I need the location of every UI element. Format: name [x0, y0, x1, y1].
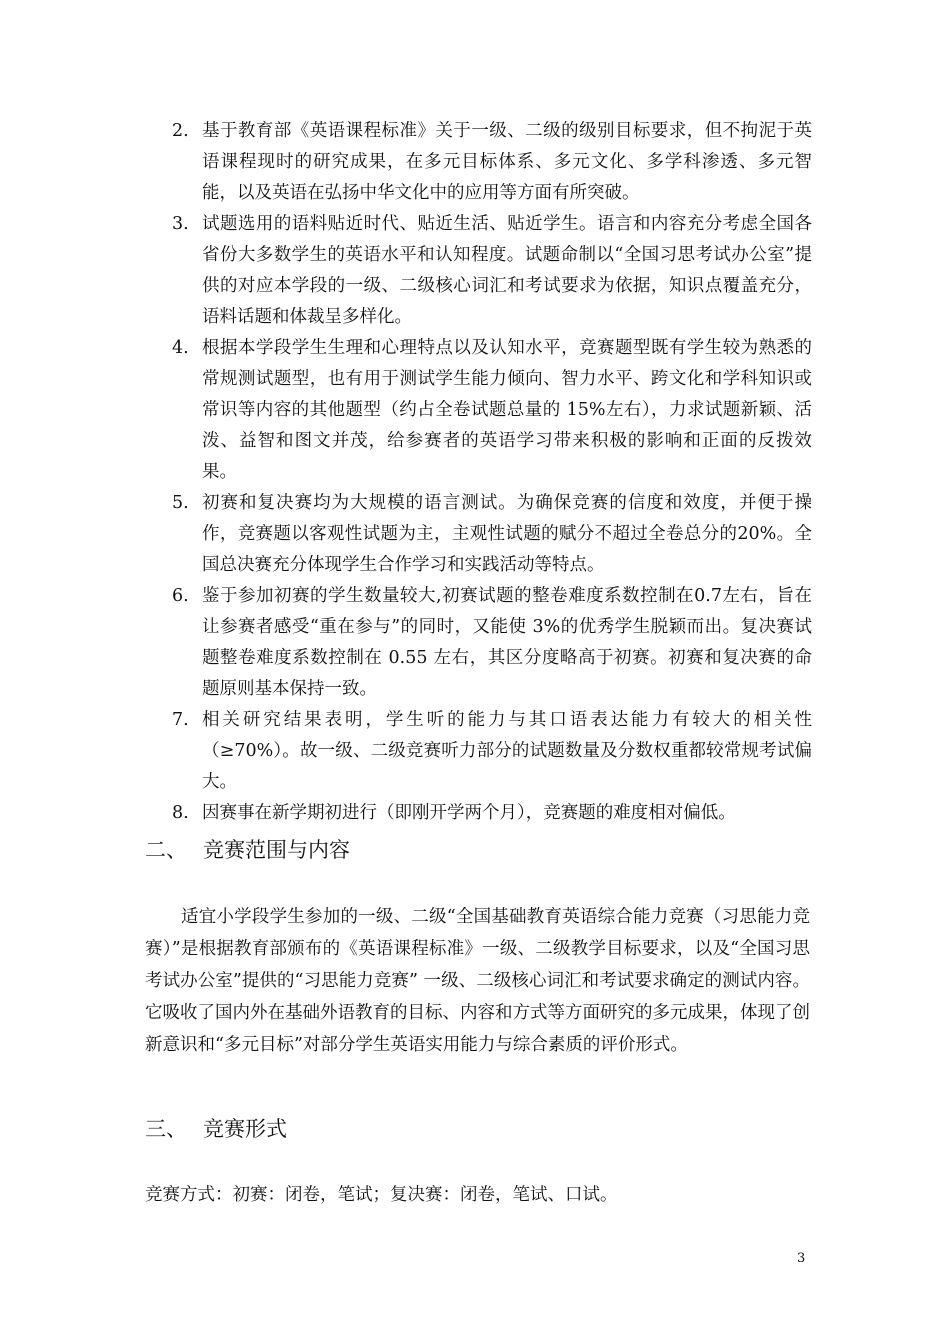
list-item-number: 7. [172, 710, 189, 730]
list-item-text: 初赛和复决赛均为大规模的语言测试。为确保竞赛的信度和效度，并便于操作，竞赛题以客观性试题为主，主观性试题的赋分不超过全卷总分的20%。全国总决赛充分体现学生合作学习和实践活动等特点。 [202, 493, 812, 575]
list-item-number: 2. [172, 121, 189, 141]
section-paragraph: 适宜小学段学生参加的一级、二级“全国基础教育英语综合能力竞赛（习思能力竞赛）”是根据教育部颁布的《英语课程标准》一级、二级教学目标要求，以及“全国习思考试办公室”提供的“习思能力竞赛” 一级、二级核心词汇和考试要求确定的测试内容。它吸收了国内外在基础外语教育的目标、内容和方式等方面研究的多元成果，体现了创新意识和“多元目标”对部分学生英语实用能力与综合素质的评价形式。 [145, 907, 810, 1055]
list-item-text: 相关研究结果表明，学生听的能力与其口语表达能力有较大的相关性（≥70%）。故一级、二级竞赛听力部分的试题数量及分数权重都较常规考试偏大。 [202, 710, 812, 792]
section-number: 三、 [145, 1117, 187, 1141]
principles-list [172, 116, 812, 829]
list-item-text: 鉴于参加初赛的学生数量较大,初赛试题的整卷难度系数控制在0.7左右，旨在让参赛者感受“重在参与”的同时，又能使 3%的优秀学生脱颖而出。复决赛试题整卷难度系数控制在 0.55 左右，其区分度略高于初赛。初赛和复决赛的命题原则基本保持一致。 [202, 586, 812, 699]
list-item [172, 116, 812, 209]
list-item-number: 8. [172, 803, 189, 823]
list-item [172, 798, 812, 829]
section-title: 竞赛范围与内容 [203, 838, 350, 862]
list-item-number: 4. [172, 338, 189, 358]
section-heading-format [145, 1113, 287, 1143]
section-heading-scope [145, 834, 350, 864]
list-item-number: 5. [172, 493, 189, 513]
list-item [172, 488, 812, 581]
list-item-text: 根据本学段学生生理和心理特点以及认知水平，竞赛题型既有学生较为熟悉的常规测试题型，也有用于测试学生能力倾向、智力水平、跨文化和学科知识或常识等内容的其他题型（约占全卷试题总量的 15%左右），力求试题新颖、活泼、益智和图文并茂，给参赛者的英语学习带来积极的影响和正面的反拨效果。 [202, 338, 812, 482]
list-item-number: 6. [172, 586, 189, 606]
list-item [172, 581, 812, 705]
section-title: 竞赛形式 [203, 1117, 287, 1141]
list-item-text: 因赛事在新学期初进行（即刚开学两个月），竞赛题的难度相对偏低。 [202, 803, 736, 823]
list-item [172, 209, 812, 333]
list-item [172, 705, 812, 798]
competition-format-line: 竞赛方式：初赛：闭卷，笔试；复决赛：闭卷，笔试、口试。 [145, 1185, 618, 1205]
page-number: 3 [797, 1251, 806, 1266]
list-item [172, 333, 812, 488]
list-item-text: 基于教育部《英语课程标准》关于一级、二级的级别目标要求，但不拘泥于英语课程现时的研究成果，在多元目标体系、多元文化、多学科渗透、多元智能，以及英语在弘扬中华文化中的应用等方面有所突破。 [202, 121, 812, 203]
list-item-text: 试题选用的语料贴近时代、贴近生活、贴近学生。语言和内容充分考虑全国各省份大多数学生的英语水平和认知程度。试题命制以“全国习思考试办公室”提供的对应本学段的一级、二级核心词汇和考试要求为依据，知识点覆盖充分，语料话题和体裁呈多样化。 [202, 214, 812, 327]
list-item-number: 3. [172, 214, 189, 234]
section-number: 二、 [145, 838, 187, 862]
